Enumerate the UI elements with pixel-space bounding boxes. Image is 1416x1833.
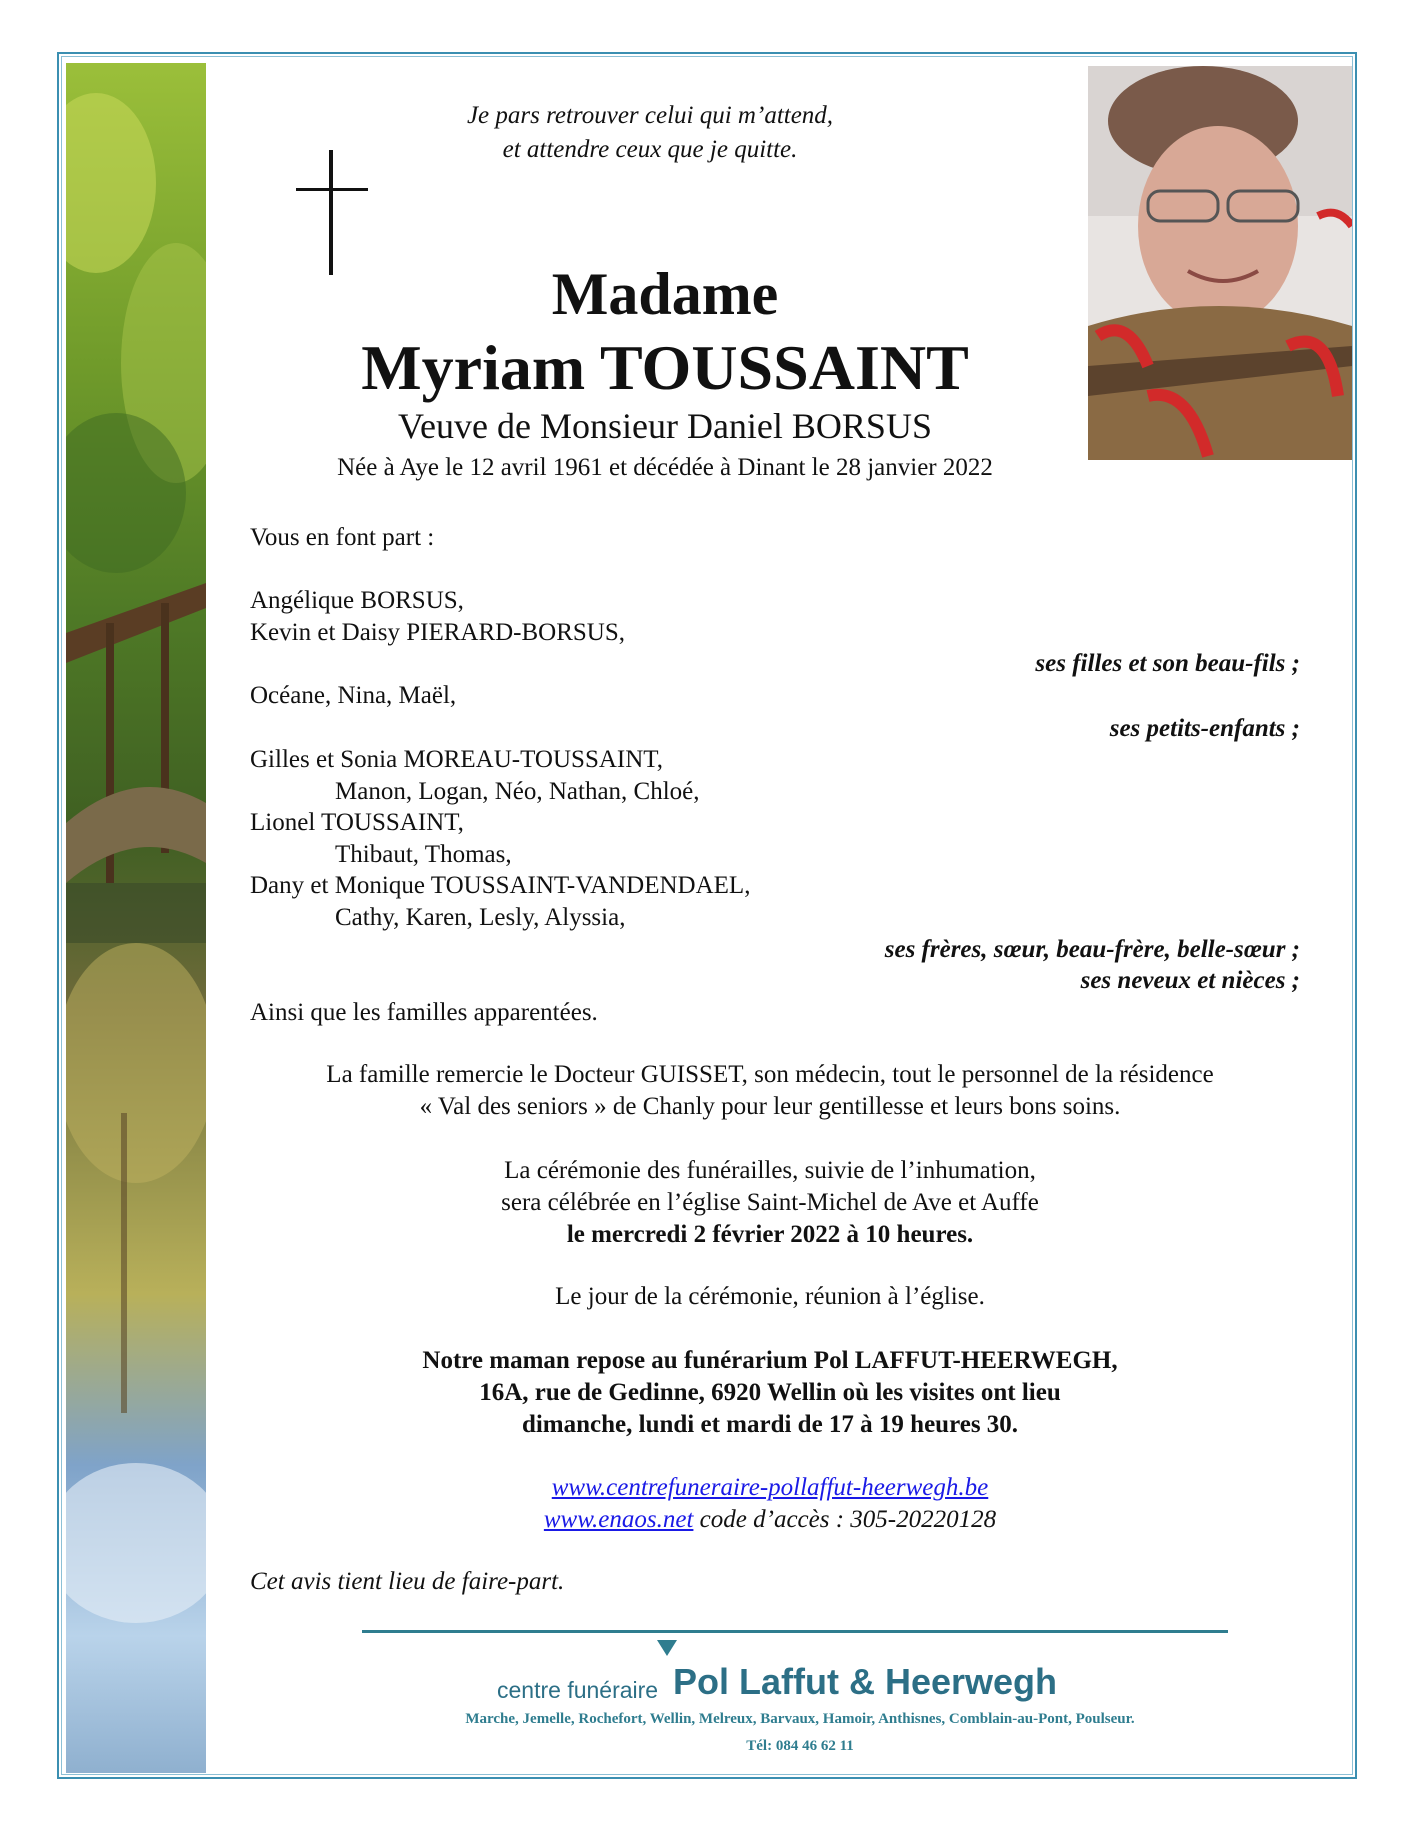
ceremony-date: le mercredi 2 février 2022 à 10 heures. — [566, 1221, 974, 1248]
brand-phone: Tél: 084 46 62 11 — [746, 1738, 854, 1754]
visits-line-1: Notre maman repose au funérarium Pol LAFFUT-HEERWEGH, — [422, 1347, 1118, 1374]
footer-marker-icon — [657, 1640, 677, 1656]
relation-label: ses frères, sœur, beau-frère, belle-sœur ; — [884, 936, 1300, 963]
ceremony-line-2: sera célébrée en l’église Saint-Michel de Ave et Auffe — [501, 1189, 1039, 1216]
thanks-line-2: « Val des seniors » de Chanly pour leur gentillesse et leurs bons soins. — [419, 1093, 1121, 1120]
quote-line-2: et attendre ceux que je quitte. — [502, 136, 798, 163]
website-link[interactable]: www.centrefuneraire-pollaffut-heerwegh.be — [551, 1474, 989, 1501]
family-line: Océane, Nina, Maël, — [250, 682, 457, 709]
quote-line-1: Je pars retrouver celui qui m’attend, — [466, 102, 834, 129]
access-code: code d’accès : 305-20220128 — [693, 1506, 997, 1533]
ceremony-meeting: Le jour de la cérémonie, réunion à l’église. — [555, 1283, 985, 1310]
family-line: Ainsi que les familles apparentées. — [250, 999, 598, 1026]
enaos-link[interactable]: www.enaos.net — [543, 1506, 694, 1533]
brand-name: Pol Laffut & Heerwegh — [673, 1661, 1058, 1702]
family-line: Kevin et Daisy PIERARD-BORSUS, — [250, 619, 626, 646]
family-line: Lionel TOUSSAINT, — [250, 809, 464, 836]
visits-line-2: 16A, rue de Gedinne, 6920 Wellin où les visites ont lieu — [479, 1379, 1061, 1406]
brand-subtitle: centre funéraire — [497, 1677, 659, 1703]
family-intro: Vous en font part : — [250, 524, 435, 551]
brand-towns: Marche, Jemelle, Rochefort, Wellin, Melreux, Barvaux, Hamoir, Anthisnes, Comblain-au-Pont, Poulseur. — [465, 1711, 1135, 1727]
family-line: Thibaut, Thomas, — [335, 841, 512, 868]
relation-label: ses petits-enfants ; — [1109, 715, 1300, 742]
family-line: Gilles et Sonia MOREAU-TOUSSAINT, — [250, 746, 663, 773]
family-line: Angélique BORSUS, — [250, 587, 464, 614]
birth-death-dates: Née à Aye le 12 avril 1961 et décédée à Dinant le 28 janvier 2022 — [337, 454, 993, 481]
visits-line-3: dimanche, lundi et mardi de 17 à 19 heures 30. — [521, 1411, 1019, 1438]
portrait-photo — [1088, 66, 1352, 460]
deceased-title: Madame — [551, 261, 779, 327]
relation-label: ses filles et son beau-fils ; — [1035, 650, 1300, 677]
family-line: Cathy, Karen, Lesly, Alyssia, — [335, 904, 626, 931]
family-line: Dany et Monique TOUSSAINT-VANDENDAEL, — [250, 872, 751, 899]
notice-text: Cet avis tient lieu de faire-part. — [250, 1568, 565, 1595]
footer-divider — [362, 1630, 1228, 1633]
ceremony-line-1: La cérémonie des funérailles, suivie de l’inhumation, — [504, 1157, 1036, 1184]
thanks-line-1: La famille remercie le Docteur GUISSET, son médecin, tout le personnel de la résidence — [326, 1061, 1214, 1088]
cross-icon — [296, 150, 368, 275]
widow-of: Veuve de Monsieur Daniel BORSUS — [398, 406, 932, 446]
relation-label: ses neveux et nièces ; — [1080, 967, 1300, 994]
deceased-name: Myriam TOUSSAINT — [361, 332, 969, 403]
side-landscape-image — [66, 63, 206, 1773]
family-line: Manon, Logan, Néo, Nathan, Chloé, — [335, 778, 700, 805]
